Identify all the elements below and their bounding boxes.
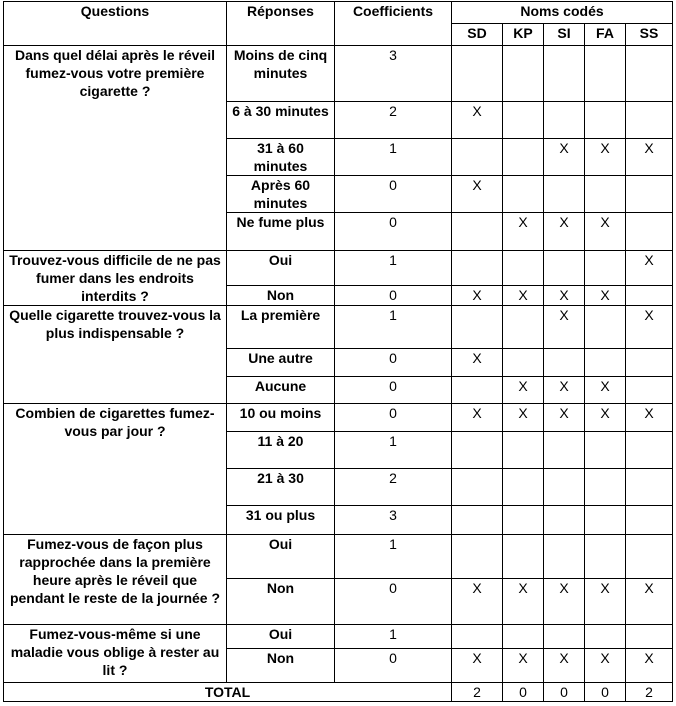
mark-cell: [626, 46, 673, 102]
total-row: [4, 683, 673, 702]
table-row: [4, 404, 673, 432]
total-cell: 2: [626, 683, 673, 702]
mark-cell: X: [503, 377, 544, 404]
mark-cell: X: [503, 404, 544, 432]
mark-cell: [544, 432, 585, 469]
mark-cell: X: [452, 176, 503, 213]
mark-cell: [585, 469, 626, 506]
mark-cell: X: [626, 404, 673, 432]
mark-cell: [452, 506, 503, 535]
mark-cell: [585, 102, 626, 139]
coefficient-cell: 3: [335, 506, 452, 535]
mark-cell: [585, 625, 626, 649]
question-cell: Fumez-vous de façon plus rapprochée dans la première heure après le réveil que pendant le reste de la journée ?: [4, 535, 227, 625]
mark-cell: [452, 306, 503, 349]
coefficient-cell: 0: [335, 404, 452, 432]
answer-cell: Moins de cinq minutes: [227, 46, 335, 102]
answer-cell: Aucune: [227, 377, 335, 404]
mark-cell: X: [585, 377, 626, 404]
answer-cell: 10 ou moins: [227, 404, 335, 432]
header-code-fa: FA: [585, 24, 626, 46]
mark-cell: [585, 432, 626, 469]
mark-cell: [585, 306, 626, 349]
mark-cell: [503, 506, 544, 535]
answer-cell: Non: [227, 649, 335, 683]
table-header: [4, 2, 673, 46]
header-coefficients: Coefficients: [335, 2, 452, 46]
table-row: [4, 251, 673, 286]
mark-cell: X: [452, 649, 503, 683]
coefficient-cell: 1: [335, 432, 452, 469]
coefficient-cell: 2: [335, 102, 452, 139]
answer-cell: Non: [227, 579, 335, 625]
answer-cell: 31 à 60 minutes: [227, 139, 335, 176]
table-row: [4, 625, 673, 649]
mark-cell: X: [452, 349, 503, 377]
coefficient-cell: 2: [335, 469, 452, 506]
coefficient-cell: 0: [335, 349, 452, 377]
question-cell: Fumez-vous-même si une maladie vous oblige à rester au lit ?: [4, 625, 227, 683]
document: [3, 1, 673, 702]
mark-cell: [452, 213, 503, 251]
answer-cell: Après 60 minutes: [227, 176, 335, 213]
mark-cell: [585, 349, 626, 377]
mark-cell: [452, 139, 503, 176]
mark-cell: [626, 102, 673, 139]
header-code-sd: SD: [452, 24, 503, 46]
mark-cell: [544, 176, 585, 213]
mark-cell: [452, 625, 503, 649]
mark-cell: [626, 213, 673, 251]
mark-cell: [503, 432, 544, 469]
mark-cell: X: [585, 213, 626, 251]
total-cell: 0: [503, 683, 544, 702]
mark-cell: [626, 506, 673, 535]
mark-cell: [452, 377, 503, 404]
mark-cell: [626, 625, 673, 649]
mark-cell: [585, 176, 626, 213]
mark-cell: [544, 535, 585, 579]
coefficient-cell: 0: [335, 213, 452, 251]
mark-cell: [585, 506, 626, 535]
mark-cell: [585, 46, 626, 102]
mark-cell: [626, 349, 673, 377]
mark-cell: X: [585, 579, 626, 625]
question-cell: Dans quel délai après le réveil fumez-vous votre première cigarette ?: [4, 46, 227, 251]
mark-cell: X: [544, 404, 585, 432]
mark-cell: [585, 535, 626, 579]
answer-cell: 31 ou plus: [227, 506, 335, 535]
total-cell: 0: [585, 683, 626, 702]
mark-cell: [626, 469, 673, 506]
mark-cell: X: [544, 306, 585, 349]
mark-cell: X: [503, 579, 544, 625]
mark-cell: [626, 176, 673, 213]
mark-cell: [503, 349, 544, 377]
mark-cell: X: [626, 139, 673, 176]
mark-cell: [503, 139, 544, 176]
mark-cell: [626, 535, 673, 579]
answer-cell: 6 à 30 minutes: [227, 102, 335, 139]
mark-cell: [626, 285, 673, 305]
coefficient-cell: 1: [335, 306, 452, 349]
total-cell: 0: [544, 683, 585, 702]
table-row: [4, 535, 673, 579]
answer-cell: 21 à 30: [227, 469, 335, 506]
answer-cell: Oui: [227, 625, 335, 649]
answer-cell: Non: [227, 285, 335, 305]
mark-cell: [503, 306, 544, 349]
mark-cell: X: [585, 404, 626, 432]
mark-cell: [452, 46, 503, 102]
mark-cell: X: [544, 213, 585, 251]
mark-cell: X: [544, 285, 585, 305]
mark-cell: X: [503, 285, 544, 305]
answer-cell: Ne fume plus: [227, 213, 335, 251]
mark-cell: [544, 251, 585, 286]
coefficient-cell: 0: [335, 176, 452, 213]
coefficient-cell: 0: [335, 579, 452, 625]
mark-cell: X: [544, 139, 585, 176]
mark-cell: X: [585, 139, 626, 176]
mark-cell: [585, 251, 626, 286]
header-code-ss: SS: [626, 24, 673, 46]
mark-cell: [452, 251, 503, 286]
coefficient-cell: 1: [335, 139, 452, 176]
mark-cell: X: [452, 102, 503, 139]
mark-cell: [544, 349, 585, 377]
mark-cell: [503, 102, 544, 139]
mark-cell: X: [626, 649, 673, 683]
coefficient-cell: 0: [335, 285, 452, 305]
mark-cell: [626, 377, 673, 404]
mark-cell: [544, 506, 585, 535]
mark-cell: X: [544, 579, 585, 625]
scoring-table: [3, 1, 673, 702]
header-responses: Réponses: [227, 2, 335, 46]
answer-cell: 11 à 20: [227, 432, 335, 469]
mark-cell: X: [585, 285, 626, 305]
question-cell: Combien de cigarettes fumez-vous par jour ?: [4, 404, 227, 535]
mark-cell: X: [452, 285, 503, 305]
mark-cell: [544, 46, 585, 102]
mark-cell: [544, 625, 585, 649]
mark-cell: X: [626, 306, 673, 349]
coefficient-cell: 3: [335, 46, 452, 102]
table-row: [4, 46, 673, 102]
mark-cell: X: [544, 649, 585, 683]
mark-cell: [503, 176, 544, 213]
mark-cell: [452, 535, 503, 579]
mark-cell: [503, 625, 544, 649]
mark-cell: [544, 102, 585, 139]
table-body: [4, 46, 673, 683]
table-footer: [4, 683, 673, 702]
header-code-si: SI: [544, 24, 585, 46]
coefficient-cell: 1: [335, 251, 452, 286]
answer-cell: La première: [227, 306, 335, 349]
mark-cell: X: [626, 251, 673, 286]
answer-cell: Oui: [227, 251, 335, 286]
coefficient-cell: 1: [335, 625, 452, 649]
answer-cell: Une autre: [227, 349, 335, 377]
mark-cell: X: [585, 649, 626, 683]
mark-cell: [544, 469, 585, 506]
mark-cell: X: [503, 649, 544, 683]
total-cell: 2: [452, 683, 503, 702]
coefficient-cell: 0: [335, 649, 452, 683]
header-code-kp: KP: [503, 24, 544, 46]
mark-cell: [452, 469, 503, 506]
mark-cell: X: [626, 579, 673, 625]
mark-cell: [503, 469, 544, 506]
mark-cell: [626, 432, 673, 469]
mark-cell: [503, 535, 544, 579]
mark-cell: [452, 432, 503, 469]
header-codes-group: Noms codés: [452, 2, 673, 24]
coefficient-cell: 0: [335, 377, 452, 404]
mark-cell: [503, 46, 544, 102]
mark-cell: [503, 251, 544, 286]
mark-cell: X: [544, 377, 585, 404]
table-row: [4, 306, 673, 349]
coefficient-cell: 1: [335, 535, 452, 579]
mark-cell: X: [503, 213, 544, 251]
mark-cell: X: [452, 404, 503, 432]
header-questions: Questions: [4, 2, 227, 46]
answer-cell: Oui: [227, 535, 335, 579]
mark-cell: X: [452, 579, 503, 625]
question-cell: Quelle cigarette trouvez-vous la plus indispensable ?: [4, 306, 227, 404]
question-cell: Trouvez-vous difficile de ne pas fumer dans les endroits interdits ?: [4, 251, 227, 306]
total-label: TOTAL: [4, 683, 452, 702]
